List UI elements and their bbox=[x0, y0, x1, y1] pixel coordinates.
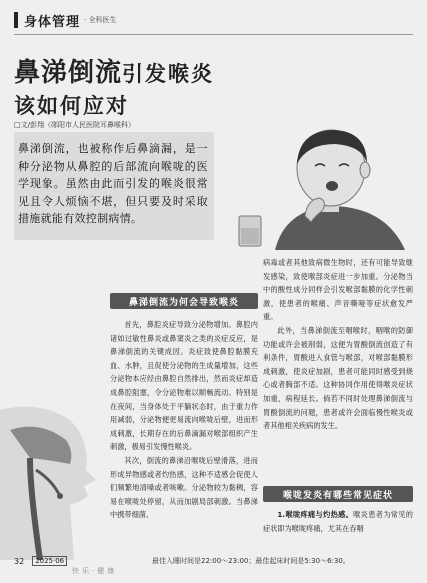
paragraph: 首先，鼻腔炎症导致分泌物增加。鼻腔内诸如过敏性鼻炎或鼻窦炎之类的炎症反应，是鼻涕倒流的关键成因。炎症致使鼻腔黏膜充血、水肿，且促使分泌物的生成量增加，这些分泌物本应经由鼻腔自然排出，然而炎症却造成鼻腔阻塞，令分泌物难以顺畅流动。特别是在夜间，当身体处于平躺状态时，由于重力作用减弱，分泌物便更易流向喉咙后壁，进而形成刺激，长期存在的后鼻滴漏对喉部组织产生刺激，极易引发慢性喉炎。 bbox=[110, 320, 258, 452]
page-number: 32 bbox=[14, 556, 25, 566]
nasal-anatomy-illustration bbox=[0, 400, 110, 560]
section2-column bbox=[263, 508, 413, 535]
author-line: □文/彭翔（郧阳市人民医院耳鼻喉科） bbox=[14, 121, 135, 129]
section2-heading: 喉咙发炎有哪些常见症状 bbox=[263, 486, 413, 502]
subheading: 1.喉咙疼痛与灼热感。 bbox=[277, 510, 354, 519]
article-title bbox=[14, 58, 214, 121]
page-footer bbox=[14, 556, 67, 566]
intro-text: 鼻涕倒流，也被称作后鼻滴漏，是一种分泌物从鼻腔的后部流向喉咙的医学现象。虽然由此而引发的喉炎很常见且令人烦恼不堪，但只要及时采取措施就能有效控制病情。 bbox=[18, 142, 208, 226]
footer-logo: 快乐·健康 bbox=[72, 567, 118, 575]
paragraph: 此外，当鼻涕倒流至咽喉时，咽喉的防御功能或许会被削弱，这便为胃酸倒流创造了有利条件，胃酸进入食管与喉部，对喉部黏膜形成刺激，使炎症加剧，患者可能同时感受到烧心或者胸部不适。这种协同作用使得喉炎症状加重，病程延长。倘若不同时处理鼻涕倒流与胃酸倒流的问题，患者或许会面临慢性喉炎或者其他相关疾病的发生。 bbox=[263, 325, 413, 431]
header-bar bbox=[14, 12, 18, 28]
sore-throat-illustration bbox=[235, 124, 427, 250]
title-line1-rest: 引发喉炎 bbox=[122, 62, 215, 86]
section1-column-right bbox=[263, 256, 413, 433]
section-name: 身体管理 bbox=[24, 14, 81, 30]
issue-label: 2025·06 bbox=[32, 556, 67, 566]
section1-heading: 鼻涕倒流为何会导致喉炎 bbox=[110, 293, 258, 309]
paragraph: 喉炎患者为常见的症状即为喉咙疼痛，尤其在吞咽 bbox=[263, 510, 413, 533]
paragraph: 病毒或者其他致病微生物时，还有可能导致继发感染，致使喉部炎症进一步加重。分泌物当中的酸性成分同样会引发喉部黏膜的化学性刺激，使患者的喉痛、声音嘶哑等症状愈发严重。 bbox=[263, 258, 413, 322]
header-divider bbox=[14, 34, 413, 35]
section1-column-left bbox=[110, 318, 258, 522]
paragraph: 其次，倒流的鼻涕沿喉咙后壁滑落，进而形成异物感或者灼热感，这种不适感会促使人们频繁地清嗓或者咳嗽。分泌物较为黏稠，容易在喉咙处停留，从而加剧局部刺激。当鼻涕中携带细菌、 bbox=[110, 455, 258, 520]
section-sub: · 全科医生 bbox=[84, 16, 117, 24]
title-line2: 该如何应对 bbox=[14, 94, 129, 118]
footer-tip: 最佳入睡时间是22:00～23:00；最佳起床时间是5:30～6:30。 bbox=[152, 557, 350, 565]
title-keyword: 鼻涕倒流 bbox=[14, 58, 123, 88]
